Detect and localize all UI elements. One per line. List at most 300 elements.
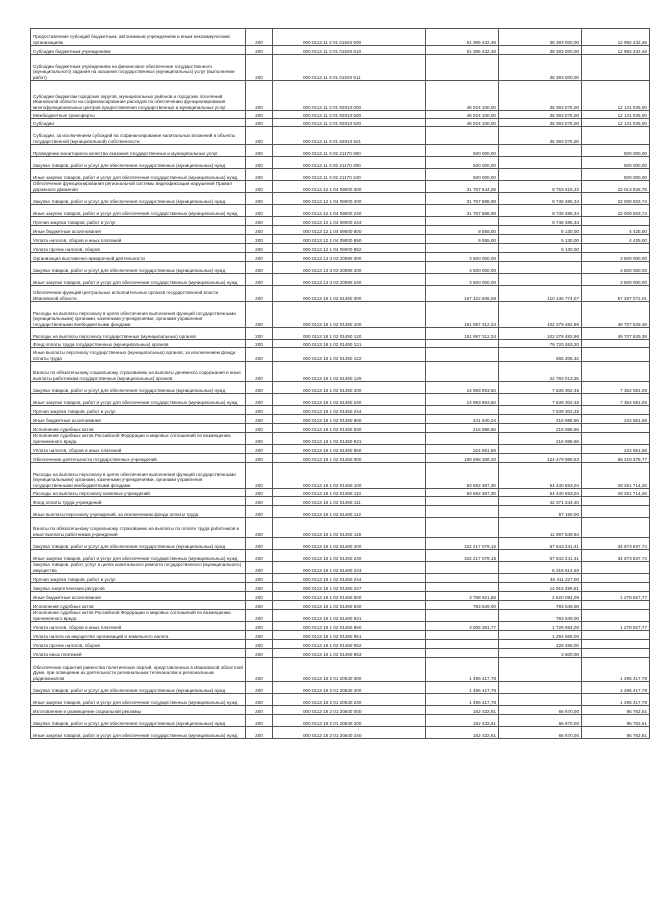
cell-code: 200: [246, 81, 273, 111]
cell-done: 9 748 485,34: [499, 217, 582, 226]
table-row: [31, 433, 650, 445]
cell-plan: [426, 631, 499, 640]
cell-code: 200: [246, 394, 273, 406]
table-row: [31, 518, 650, 538]
table-row: [31, 424, 650, 433]
table-row: [31, 658, 650, 682]
cell-done: 66 670,00: [499, 715, 582, 727]
cell-code: 200: [246, 658, 273, 682]
cell-rest: [582, 424, 650, 433]
cell-done: 9 748 485,34: [499, 205, 582, 217]
cell-done: 7 639 302,45: [499, 382, 582, 394]
cell-code: 200: [246, 538, 273, 550]
cell-done: 9 753 615,32: [499, 181, 582, 193]
cell-kbk: 000 0113 18 1 02 01460 112: [273, 506, 426, 518]
cell-done: [499, 145, 582, 157]
cell-name: Фонд оплаты труда учреждений: [31, 497, 246, 506]
cell-kbk: 000 0113 18 1 02 01450 244: [273, 406, 426, 415]
table-row: [31, 119, 650, 127]
cell-code: 200: [246, 610, 273, 622]
cell-kbk: 000 0113 18 1 02 01460 851: [273, 631, 426, 640]
table-row: [31, 193, 650, 205]
cell-name: Иные выплаты персоналу учреждений, за исключением фонда оплаты труда: [31, 506, 246, 518]
cell-code: 200: [246, 715, 273, 727]
cell-rest: 49 707 829,38: [582, 302, 650, 328]
cell-rest: 7 354 591,05: [582, 394, 650, 406]
cell-code: 200: [246, 463, 273, 489]
table-row: [31, 205, 650, 217]
cell-name: Прочая закупка товаров, работ и услуг: [31, 406, 246, 415]
cell-name: Уплата иных платежей: [31, 649, 246, 658]
cell-code: 200: [246, 328, 273, 340]
cell-code: 200: [246, 574, 273, 583]
cell-name: Субсидии бюджетным учреждениям на финансовое обеспечение государственного (муниципального) задания на оказание государственных (муниципальных) услуг (выполнение работ): [31, 55, 246, 81]
cell-plan: [426, 406, 499, 415]
cell-rest: 1 278 827,77: [582, 592, 650, 601]
cell-name: Взносы по обязательному социальному страхованию на выплаты по оплате труда работников и иные выплаты работникам учреждений: [31, 518, 246, 538]
cell-plan: [426, 562, 499, 574]
cell-name: Иные закупки товаров, работ и услуг для обеспечения государственных (муниципальных) нужд: [31, 694, 246, 706]
table-row: [31, 592, 650, 601]
cell-kbk: 000 0113 18 2 01 20640 240: [273, 727, 426, 739]
cell-plan: 500 000,00: [426, 145, 499, 157]
cell-code: 200: [246, 340, 273, 348]
table-row: [31, 286, 650, 302]
table-row: [31, 169, 650, 181]
cell-done: 2 520 094,08: [499, 592, 582, 601]
cell-plan: 31 767 544,08: [426, 181, 499, 193]
cell-kbk: 000 0113 18 2 01 20630 200: [273, 682, 426, 694]
table-row: [31, 262, 650, 274]
cell-kbk: 000 0113 18 1 02 01460 111: [273, 497, 426, 506]
cell-done: 36 393 075,00: [499, 119, 582, 127]
cell-done: 110 135 774,07: [499, 286, 582, 302]
cell-name: Закупка товаров, работ и услуг для обеспечения государственных (муниципальных) нужд: [31, 157, 246, 169]
cell-code: 200: [246, 274, 273, 286]
cell-done: 36 393 075,00: [499, 111, 582, 119]
cell-rest: [582, 406, 650, 415]
cell-kbk: 000 0113 18 1 02 01460 119: [273, 518, 426, 538]
cell-plan: 14 993 893,50: [426, 382, 499, 394]
cell-plan: 500 000,00: [426, 169, 499, 181]
cell-kbk: 000 0113 11 3 02 21170 240: [273, 169, 426, 181]
table-row: [31, 302, 650, 328]
cell-rest: 34 673 837,74: [582, 538, 650, 550]
cell-plan: 83 692 367,30: [426, 489, 499, 497]
cell-name: Субсидии, за исключением субсидий на софинансирование капитальных вложений в объекты государственной (муниципальной) собственности: [31, 127, 246, 145]
cell-rest: 12 131 025,00: [582, 119, 650, 127]
cell-kbk: 000 0113 18 1 02 01460 243: [273, 562, 426, 574]
cell-code: 200: [246, 348, 273, 362]
cell-plan: [426, 640, 499, 649]
cell-done: [499, 274, 582, 286]
table-row: [31, 253, 650, 262]
cell-done: 6 215 614,60: [499, 562, 582, 574]
cell-code: 200: [246, 205, 273, 217]
cell-done: 5 130,00: [499, 226, 582, 235]
cell-code: 200: [246, 506, 273, 518]
table-row: [31, 489, 650, 497]
table-row: [31, 694, 650, 706]
cell-rest: 57 287 072,01: [582, 286, 650, 302]
cell-code: 200: [246, 640, 273, 649]
cell-done: 102 279 482,96: [499, 328, 582, 340]
cell-rest: 12 992 432,48: [582, 29, 650, 46]
cell-rest: 3 500 000,00: [582, 253, 650, 262]
cell-name: Субсидии: [31, 119, 246, 127]
cell-kbk: 000 0113 13 3 03 20590 200: [273, 262, 426, 274]
cell-plan: [426, 55, 499, 81]
cell-plan: [426, 583, 499, 592]
cell-code: 200: [246, 244, 273, 253]
cell-done: 66 670,00: [499, 706, 582, 715]
cell-kbk: 000 0113 18 1 02 01460 853: [273, 649, 426, 658]
cell-rest: 4 425,00: [582, 226, 650, 235]
cell-rest: [582, 610, 650, 622]
cell-code: 200: [246, 727, 273, 739]
cell-plan: 441 640,24: [426, 415, 499, 424]
cell-name: Взносы по обязательному социальному страхованию на выплаты денежного содержания и иные выплаты работникам государственных (муниципальных) органов: [31, 362, 246, 382]
cell-rest: 1 278 827,77: [582, 622, 650, 631]
cell-rest: 22 009 503,74: [582, 205, 650, 217]
cell-code: 200: [246, 181, 273, 193]
cell-rest: 95 762,61: [582, 727, 650, 739]
cell-rest: [582, 433, 650, 445]
cell-name: Иные закупки товаров, работ и услуг для обеспечения государственных (муниципальных) нужд: [31, 550, 246, 562]
cell-name: Фонд оплаты труда государственных (муниципальных) органов: [31, 340, 246, 348]
cell-code: 200: [246, 649, 273, 658]
cell-name: Закупка товаров, работ и услуг для обеспечения государственных (муниципальных) нужд: [31, 682, 246, 694]
cell-done: 36 393 075,00: [499, 127, 582, 145]
table-row: [31, 145, 650, 157]
cell-code: 200: [246, 262, 273, 274]
table-row: [31, 445, 650, 454]
table-row: [31, 127, 650, 145]
cell-kbk: 000 0113 12 1 04 09000 244: [273, 217, 426, 226]
cell-name: Иные бюджетные ассигнования: [31, 415, 246, 424]
cell-plan: [426, 244, 499, 253]
cell-name: Предоставление субсидий бюджетным, автономным учреждениям и иным некоммерческим организациям: [31, 29, 246, 46]
cell-code: 200: [246, 424, 273, 433]
cell-kbk: 000 0113 12 1 04 09000 240: [273, 205, 426, 217]
table-row: [31, 610, 650, 622]
cell-code: 200: [246, 694, 273, 706]
cell-code: 200: [246, 497, 273, 506]
cell-done: [499, 253, 582, 262]
cell-plan: [426, 433, 499, 445]
cell-name: Исполнение судебных актов Российской Федерации и мировых соглашений по возмещению причиненного вреда: [31, 610, 246, 622]
cell-name: Иные закупки товаров, работ и услуг для обеспечения государственных (муниципальных) нужд: [31, 274, 246, 286]
cell-rest: 29 261 714,26: [582, 489, 650, 497]
cell-kbk: 000 0113 11 3 01 82810 521: [273, 127, 426, 145]
table-row: [31, 640, 650, 649]
cell-code: 200: [246, 454, 273, 463]
cell-rest: 500 000,00: [582, 157, 650, 169]
cell-code: 200: [246, 145, 273, 157]
cell-done: 1 294 669,00: [499, 631, 582, 640]
table-row: [31, 181, 650, 193]
cell-name: Закупка товаров, работ и услуг для обеспечения государственных (муниципальных) нужд: [31, 382, 246, 394]
cell-plan: 224 651,58: [426, 445, 499, 454]
cell-plan: 3 500 000,00: [426, 262, 499, 274]
cell-rest: [582, 574, 650, 583]
cell-kbk: 000 0113 18 1 02 01460 240: [273, 550, 426, 562]
cell-done: 54 430 653,04: [499, 489, 582, 497]
cell-code: 200: [246, 226, 273, 235]
cell-rest: [582, 518, 650, 538]
cell-done: 36 393 075,00: [499, 81, 582, 111]
cell-done: 42 371 343,40: [499, 497, 582, 506]
budget-report-sheet: [30, 28, 647, 739]
table-row: [31, 574, 650, 583]
cell-code: 200: [246, 583, 273, 592]
cell-plan: 31 757 888,08: [426, 205, 499, 217]
cell-kbk: 000 0113 18 1 02 01460 247: [273, 583, 426, 592]
table-row: [31, 348, 650, 362]
cell-done: 9 748 485,34: [499, 193, 582, 205]
cell-rest: 34 673 837,74: [582, 550, 650, 562]
table-row: [31, 226, 650, 235]
cell-done: 14 916 399,81: [499, 583, 582, 592]
cell-rest: 65 218 378,77: [582, 454, 650, 463]
cell-done: 216 988,66: [499, 433, 582, 445]
cell-rest: 1 495 417,78: [582, 694, 650, 706]
cell-kbk: 000 0113 18 1 02 01450 129: [273, 362, 426, 382]
cell-rest: 22 013 928,76: [582, 181, 650, 193]
cell-plan: 162 432,61: [426, 727, 499, 739]
cell-kbk: 000 0113 18 1 02 01450 800: [273, 415, 426, 424]
cell-rest: 500 000,00: [582, 169, 650, 181]
cell-kbk: 000 0113 18 1 02 01460 850: [273, 622, 426, 631]
cell-kbk: 000 0113 18 1 02 01460 830: [273, 601, 426, 610]
cell-done: 54 430 653,04: [499, 463, 582, 489]
cell-name: Изготовление и размещение социальной рекламы: [31, 706, 246, 715]
cell-kbk: 000 0113 11 3 01 82810 520: [273, 119, 426, 127]
cell-name: Закупка товаров, работ и услуг для обеспечения государственных (муниципальных) нужд: [31, 193, 246, 205]
cell-rest: [582, 340, 650, 348]
cell-kbk: 000 0113 18 1 02 01460 800: [273, 592, 426, 601]
cell-done: 428 465,00: [499, 640, 582, 649]
cell-rest: 49 707 829,38: [582, 328, 650, 340]
table-row: [31, 497, 650, 506]
cell-plan: 48 524 100,00: [426, 119, 499, 127]
cell-code: 200: [246, 562, 273, 574]
cell-rest: 12 131 025,00: [582, 111, 650, 119]
table-row: [31, 340, 650, 348]
table-row: [31, 111, 650, 119]
table-row: [31, 29, 650, 46]
cell-code: 200: [246, 445, 273, 454]
cell-plan: 162 432,61: [426, 706, 499, 715]
cell-plan: 216 988,66: [426, 424, 499, 433]
cell-kbk: 000 0113 18 1 02 01450 240: [273, 394, 426, 406]
cell-done: 102 279 482,96: [499, 302, 582, 328]
table-row: [31, 649, 650, 658]
cell-done: 1 726 554,00: [499, 622, 582, 631]
cell-rest: [582, 506, 650, 518]
cell-plan: 51 385 432,48: [426, 29, 499, 46]
cell-done: [499, 169, 582, 181]
cell-plan: 48 524 100,00: [426, 111, 499, 119]
table-row: [31, 55, 650, 81]
cell-code: 200: [246, 29, 273, 46]
cell-kbk: 000 0113 13 3 03 20590 240: [273, 274, 426, 286]
cell-code: 200: [246, 433, 273, 445]
cell-name: Расходы на выплаты персоналу в целях обеспечения выполнения функций государственными (муниципальными) органами, казенными учреждениями, органами управления государственными внебюджетными фондами: [31, 463, 246, 489]
table-row: [31, 46, 650, 55]
table-row: [31, 244, 650, 253]
cell-name: Обеспечение деятельности государственных учреждений: [31, 454, 246, 463]
cell-code: 200: [246, 119, 273, 127]
cell-plan: 1 495 417,78: [426, 658, 499, 682]
cell-name: Уплата прочих налогов, сборов: [31, 244, 246, 253]
table-row: [31, 157, 650, 169]
cell-rest: 12 992 432,48: [582, 46, 650, 55]
cell-code: 200: [246, 706, 273, 715]
cell-done: 46 411 227,00: [499, 574, 582, 583]
cell-code: 200: [246, 489, 273, 497]
cell-name: Иные закупки товаров, работ и услуг для обеспечения государственных (муниципальных) нужд: [31, 169, 246, 181]
cell-plan: 189 698 368,30: [426, 454, 499, 463]
cell-plan: 1 495 417,78: [426, 682, 499, 694]
cell-rest: 1 495 417,78: [582, 658, 650, 682]
table-row: [31, 217, 650, 226]
cell-kbk: 000 0113 18 2 01 20640 000: [273, 706, 426, 715]
cell-done: 66 670,00: [499, 727, 582, 739]
table-row: [31, 727, 650, 739]
cell-plan: [426, 127, 499, 145]
cell-rest: 22 009 503,74: [582, 193, 650, 205]
cell-kbk: 000 0113 18 1 02 01460 852: [273, 640, 426, 649]
cell-code: 200: [246, 415, 273, 424]
cell-name: Расходы на выплаты персоналу в целях обеспечения выполнения функций государственными (муниципальными) органами, казенными учреждениями, органами управления государственными внебюджетными фондами: [31, 302, 246, 328]
cell-code: 200: [246, 235, 273, 244]
cell-plan: 3 500 000,00: [426, 274, 499, 286]
cell-rest: 29 261 714,26: [582, 463, 650, 489]
cell-name: Прочая закупка товаров, работ и услуг: [31, 574, 246, 583]
cell-done: [499, 682, 582, 694]
cell-done: [499, 262, 582, 274]
cell-rest: [582, 497, 650, 506]
cell-done: [499, 157, 582, 169]
cell-code: 200: [246, 302, 273, 328]
table-row: [31, 328, 650, 340]
cell-name: Обеспечение функций центральных исполнительных органов государственной власти Ивановской области: [31, 286, 246, 302]
cell-plan: 793 549,00: [426, 601, 499, 610]
cell-name: Исполнение судебных актов: [31, 601, 246, 610]
cell-done: 67 543 241,41: [499, 550, 582, 562]
cell-done: 5 130,00: [499, 235, 582, 244]
cell-plan: 51 385 432,48: [426, 46, 499, 55]
budget-execution-table: [30, 28, 650, 739]
cell-plan: 9 555,00: [426, 235, 499, 244]
table-row: [31, 622, 650, 631]
cell-kbk: 000 0113 18 1 02 01450 830: [273, 424, 426, 433]
cell-plan: [426, 348, 499, 362]
cell-plan: [426, 574, 499, 583]
cell-name: Обеспечение функционирования региональной системы видеофиксации нарушений Правил дорожного движения: [31, 181, 246, 193]
cell-kbk: 000 0113 13 3 03 20590 000: [273, 253, 426, 262]
table-row: [31, 394, 650, 406]
cell-name: Уплата налога на имущество организаций и земельного налога: [31, 631, 246, 640]
cell-plan: [426, 649, 499, 658]
table-row: [31, 81, 650, 111]
cell-done: 5 130,00: [499, 244, 582, 253]
cell-rest: 224 651,58: [582, 445, 650, 454]
cell-done: 11 987 549,84: [499, 518, 582, 538]
cell-code: 200: [246, 55, 273, 81]
cell-rest: [582, 362, 650, 382]
cell-code: 200: [246, 111, 273, 119]
cell-plan: 3 500 000,00: [426, 253, 499, 262]
cell-kbk: 000 0113 18 1 02 01450 831: [273, 433, 426, 445]
cell-kbk: 000 0113 18 2 01 20630 000: [273, 658, 426, 682]
cell-kbk: 000 0113 11 3 01 01620 611: [273, 55, 426, 81]
cell-code: 200: [246, 550, 273, 562]
table-row: [31, 583, 650, 592]
cell-code: 200: [246, 46, 273, 55]
cell-plan: [426, 362, 499, 382]
cell-done: 566 206,32: [499, 348, 582, 362]
cell-plan: 48 524 100,00: [426, 81, 499, 111]
cell-name: Иные закупки товаров, работ и услуг для обеспечения государственных (муниципальных) нужд: [31, 205, 246, 217]
cell-name: Обеспечение гарантий равенства политических партий, представленных в Ивановской областной Думе, при освещении их деятельности региональным телеканалом и региональным радиоканалом: [31, 658, 246, 682]
cell-rest: [582, 583, 650, 592]
cell-rest: [582, 217, 650, 226]
cell-name: Уплата прочих налогов, сборов: [31, 640, 246, 649]
cell-kbk: 000 0113 11 3 01 01620 610: [273, 46, 426, 55]
cell-plan: 1 495 417,78: [426, 694, 499, 706]
cell-kbk: 000 0113 18 1 02 01460 200: [273, 538, 426, 550]
cell-done: 38 393 000,00: [499, 29, 582, 46]
cell-done: 7 639 302,45: [499, 394, 582, 406]
cell-code: 200: [246, 217, 273, 226]
cell-rest: 3 500 000,00: [582, 274, 650, 286]
table-body: [31, 29, 650, 739]
cell-rest: [582, 631, 650, 640]
cell-name: Проведение мониторинга качества оказания государственных и муниципальных услуг: [31, 145, 246, 157]
table-row: [31, 506, 650, 518]
cell-kbk: 000 0113 18 1 02 01450 100: [273, 302, 426, 328]
cell-plan: 14 993 893,50: [426, 394, 499, 406]
table-row: [31, 274, 650, 286]
cell-plan: [426, 340, 499, 348]
cell-code: 200: [246, 631, 273, 640]
table-row: [31, 463, 650, 489]
cell-kbk: 000 0113 11 3 01 82810 000: [273, 81, 426, 111]
table-row: [31, 550, 650, 562]
cell-plan: 167 422 846,08: [426, 286, 499, 302]
cell-kbk: 000 0113 18 1 02 01450 122: [273, 348, 426, 362]
cell-name: Уплата налогов, сборов и иных платежей: [31, 235, 246, 244]
cell-kbk: 000 0113 12 1 04 09000 000: [273, 181, 426, 193]
table-row: [31, 382, 650, 394]
cell-name: Расходы на выплаты персоналу государственных (муниципальных) органов: [31, 328, 246, 340]
table-row: [31, 682, 650, 694]
cell-plan: 162 432,61: [426, 715, 499, 727]
table-row: [31, 415, 650, 424]
cell-plan: [426, 497, 499, 506]
cell-rest: 95 762,61: [582, 706, 650, 715]
cell-kbk: 000 0113 18 1 02 01450 120: [273, 328, 426, 340]
cell-rest: [582, 649, 650, 658]
cell-name: Исполнение судебных актов: [31, 424, 246, 433]
table-row: [31, 631, 650, 640]
cell-plan: 31 757 888,08: [426, 193, 499, 205]
cell-done: 38 393 000,00: [499, 46, 582, 55]
cell-rest: [582, 348, 650, 362]
cell-name: Иные закупки товаров, работ и услуг для обеспечения государственных (муниципальных) нужд: [31, 394, 246, 406]
